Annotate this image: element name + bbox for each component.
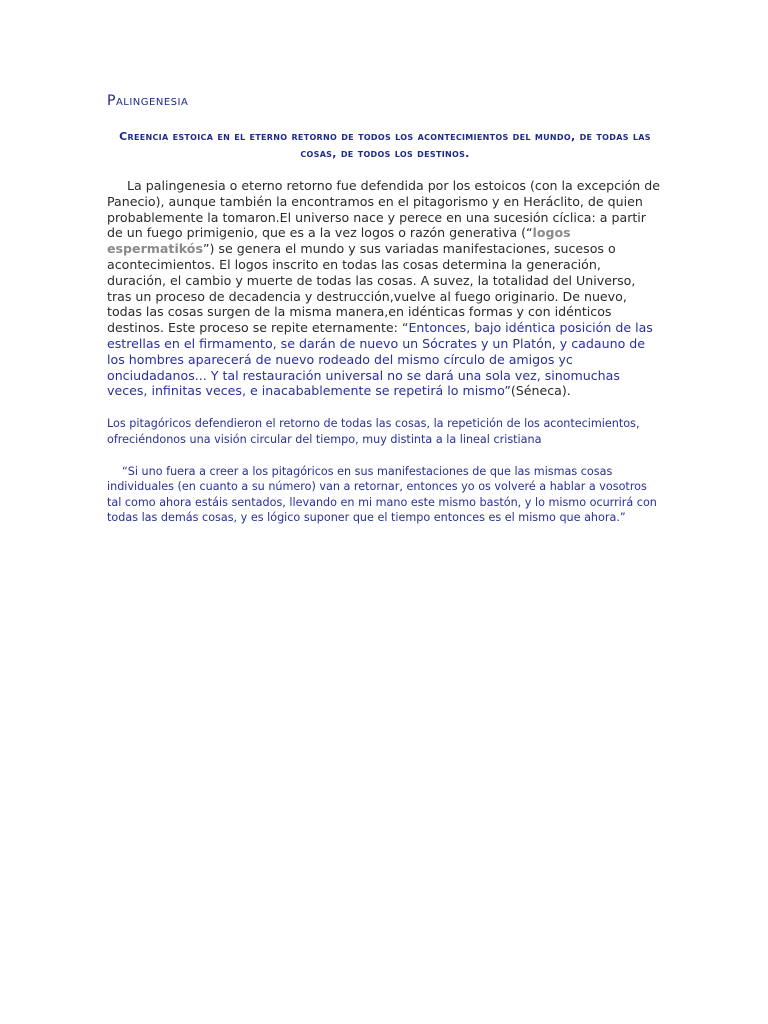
pythagoreans-paragraph: Los pitagóricos defendieron el retorno de todas las cosas, la repetición de los acontecimientos, ofreciéndonos una visión circular del tiempo, muy distinta a la lineal cristiana [107, 417, 640, 446]
main-paragraph-text-2: ”) se genera el mundo y sus variadas manifestaciones, sucesos o acontecimientos. El logos inscrito en todas las cosas determina la generación, duración, el cambio y muerte de todas las cosas. A suvez, la totalidad del Universo, tras un proceso de decadencia y destrucción,vuelve al fuego originario. De nuevo, todas las cosas surgen de la misma manera,en idénticas formas y con idénticos destinos. Este proceso se repite eternamente: [107, 241, 636, 336]
quote-citation: (Séneca). [510, 383, 571, 399]
logos-term: logos espermatikós [107, 225, 571, 257]
main-paragraph-text-1: La palingenesia o eterno retorno fue defendida por los estoicos (con la excepción de Panecio), aunque también la encontramos en el pitagorismo y en Heráclito, de quien probablemente la tomaron.El universo nace y perece en una sucesión cíclica: a partir de un fuego primigenio, que es a la vez logos o razón generativa (“ [107, 178, 661, 241]
page-title: Palingenesia [107, 93, 189, 109]
main-paragraph [107, 178, 663, 399]
pythagoreans-quote: “Si uno fuera a creer a los pitagóricos en sus manifestaciones de que las mismas cosas individuales (en cuanto a su número) van a retornar, entonces yo os volveré a hablar a vosotros tal como ahora estáis sentados, llevando en mi mano este mismo bastón, y lo mismo ocurrirá con todas las demás cosas, y es lógico suponer que el tiempo entonces es el mismo que ahora.” [107, 465, 657, 525]
seneca-quote: “Entonces, bajo idéntica posición de las estrellas en el firmamento, se darán de nuevo un Sócrates y un Platón, y cadauno de los hombres aparecerá de nuevo rodeado del mismo círculo de amigos yc onciudadanos... Y tal restauración universal no se dará una sola vez, sinomuchas veces, infinitas veces, e inacabablemente se repetirá lo mismo” [107, 320, 653, 399]
page-subtitle: Creencia estoica en el eterno retorno de todos los acontecimientos del mundo, de todas las cosas, de todos los destinos. [119, 130, 651, 160]
